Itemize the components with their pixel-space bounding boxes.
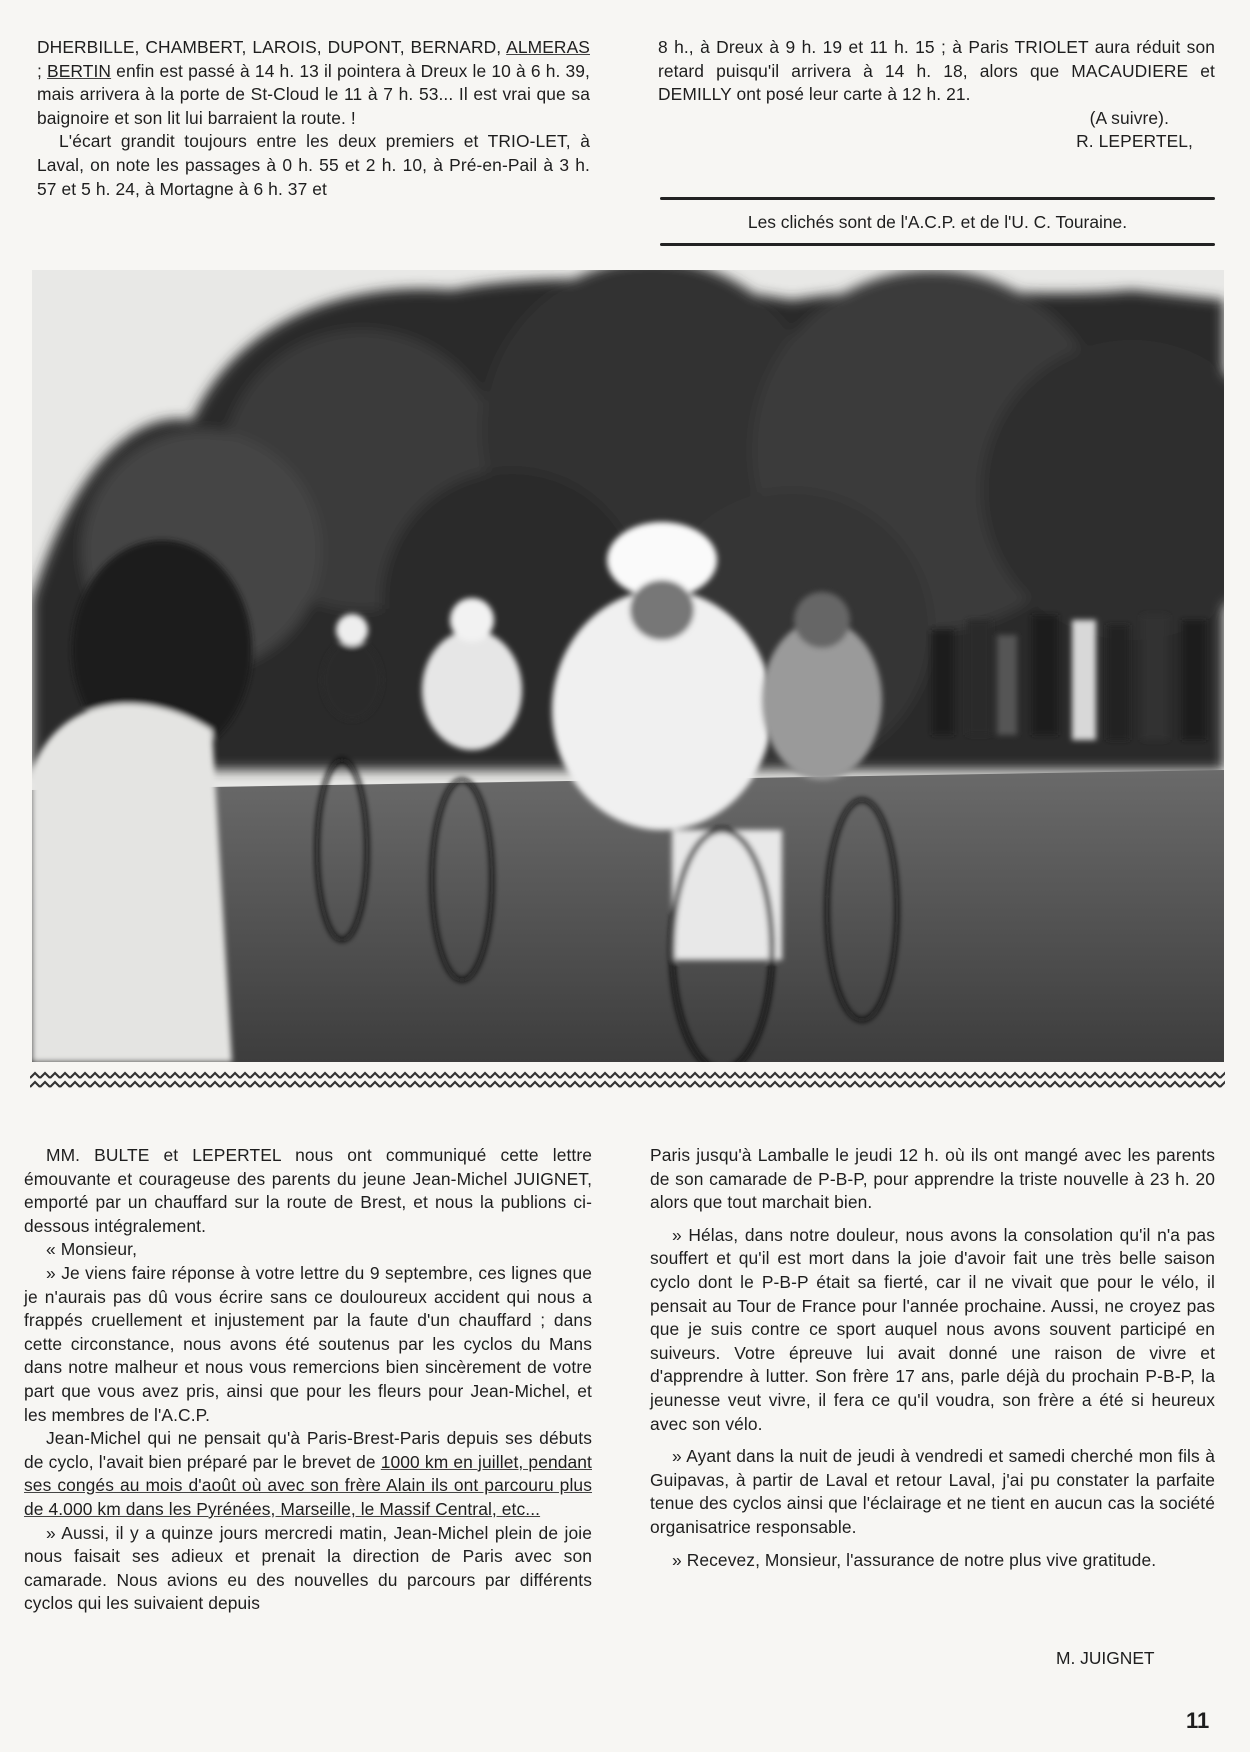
- photo-credit: Les clichés sont de l'A.C.P. et de l'U. C. Touraine.: [747, 212, 1128, 232]
- article-continuation-left: [37, 36, 590, 201]
- letter-signature: M. JUIGNET: [1056, 1648, 1155, 1668]
- divider-rule: [660, 197, 1215, 200]
- author-byline: R. LEPERTEL,: [1076, 131, 1193, 152]
- paragraph: 8 h., à Dreux à 9 h. 19 et 11 h. 15 ; à Paris TRIOLET aura réduit son retard puisqu'il arrivera à 14 h. 18, alors que MACAUDIERE et DEMILLY ont posé leur carte à 12 h. 21.: [658, 37, 1215, 105]
- cyclists-photo: [32, 270, 1224, 1062]
- paragraph: » Ayant dans la nuit de jeudi à vendredi et samedi cherché mon fils à Guipavas, à partir de Laval et retour Laval, j'ai pu constater la parfaite tenue des cyclos ainsi que l'éclairage et ne tient en aucun cas la société organisatrice responsable.: [650, 1446, 1215, 1537]
- paragraph: Paris jusqu'à Lamballe le jeudi 12 h. où ils ont mangé avec les parents de son camarade de P-B-P, pour apprendre la triste nouvelle à 23 h. 20 alors que tout marchait bien.: [650, 1145, 1215, 1213]
- paragraph: » Aussi, il y a quinze jours mercredi matin, Jean-Michel plein de joie nous faisait ses adieux et prenait la direction de Paris avec son camarade. Nous avions eu des nouvelles du parcours par différents cyclos qui les suivaient depuis: [24, 1522, 592, 1614]
- zigzag-divider: [30, 1070, 1225, 1096]
- paragraph: L'écart grandit toujours entre les deux premiers et TRIO-LET, à Laval, on note les passages à 0 h. 55 et 2 h. 10, à Pré-en-Pail à 3 h. 57 et 5 h. 24, à Mortagne à 6 h. 37 et: [37, 131, 590, 199]
- text: ;: [37, 60, 48, 81]
- page-number: 11: [1186, 1708, 1210, 1733]
- text: Jean-Michel qui ne pensait qu'à Paris-Brest-Paris depuis ses débuts de cyclo, l'avait bien préparé par le brevet de: [24, 1428, 592, 1472]
- divider-rule: [660, 243, 1215, 246]
- paragraph: MM. BULTE et LEPERTEL nous ont communiqué cette lettre émouvante et courageuse des parents du jeune Jean-Michel JUIGNET, emporté par un chauffard sur la route de Brest, et nous la publions ci-dessous intégralement.: [24, 1145, 592, 1236]
- paragraph: [24, 1427, 592, 1521]
- paragraph: [37, 36, 590, 130]
- paragraph: » Recevez, Monsieur, l'assurance de notre plus vive gratitude.: [672, 1549, 1157, 1570]
- to-be-continued: (A suivre).: [1089, 107, 1169, 128]
- letter-salutation: « Monsieur,: [46, 1239, 137, 1260]
- underlined-passage: 1000 km en juillet, pendant ses congés au mois d'août où avec son frère Alain ils ont parcouru plus de 4.000 km dans les Pyrénées, Marseille, le Massif Central, etc...: [24, 1451, 592, 1519]
- letter-column-right: [650, 1144, 1215, 1572]
- paragraph: » Je viens faire réponse à votre lettre du 9 septembre, ces lignes que je n'aurais pas dû vous écrire sans ce douloureux accident qui nous a frappés cruellement et injustement par la faute d'un chauffard ; dans cette circonstance, nous avons été soutenus par les cyclos du Mans dans notre malheur et nous vous remercions bien sincèrement de votre part que vous avez pris, ainsi que pour les fleurs pour Jean-Michel, et les membres de l'A.C.P.: [24, 1262, 592, 1425]
- underlined-name: ALMERAS: [506, 37, 590, 57]
- text: enfin est passé à 14 h. 13 il pointera à Dreux le 10 à 6 h. 39, mais arrivera à la porte de St-Cloud le 11 à 7 h. 53... Il est vrai que sa baignoire et son lit lui barraient la route. !: [37, 60, 590, 128]
- letter-column-left: [24, 1144, 592, 1616]
- text: DHERBILLE, CHAMBERT, LAROIS, DUPONT, BERNARD,: [37, 37, 507, 57]
- underlined-name: BERTIN: [47, 60, 112, 81]
- article-continuation-right: [658, 36, 1215, 154]
- paragraph: » Hélas, dans notre douleur, nous avons la consolation qu'il n'a pas souffert et qu'il est mort dans la joie d'avoir fait une très belle saison cyclo dont le P-B-P était sa fierté, car il ne vivait que pour le vélo, il pensait au Tour de France pour l'année prochaine. Aussi, ne croyez pas que je suis contre ce sport auquel nous avons souvent participé en suiveurs. Votre épreuve lui avait donné une raison de vivre et d'apprendre à lutter. Son frère 17 ans, parle déjà du prochain P-B-P, la jeunesse veut vivre, il fera ce qu'il voudra, son frère a été si heureux avec son vélo.: [650, 1224, 1215, 1434]
- photo-illustration: [32, 270, 1224, 1062]
